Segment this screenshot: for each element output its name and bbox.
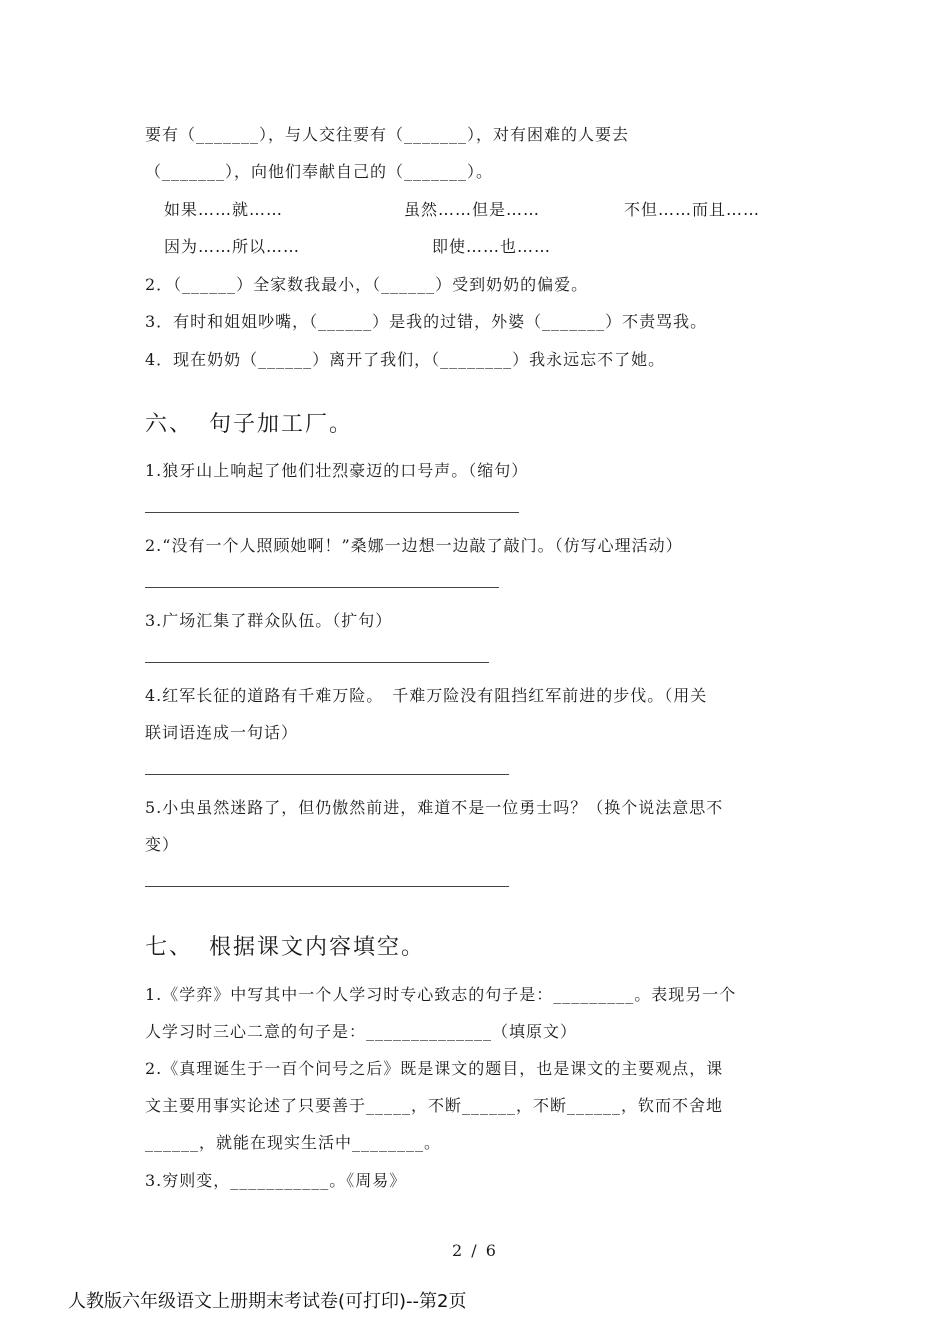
conjunction-option: 虽然……但是……	[404, 200, 541, 219]
answer-line[interactable]	[145, 512, 519, 513]
fill-item-2: 2．（______）全家数我最小，（______）受到奶奶的偏爱。	[145, 275, 589, 294]
conjunction-option: 如果……就……	[164, 200, 284, 219]
section-7-title: 根据课文内容填空。	[209, 935, 426, 960]
answer-line[interactable]	[145, 774, 509, 775]
page-number: 2 / 6	[452, 1241, 498, 1260]
answer-line[interactable]	[145, 886, 509, 887]
s7-question-3: 3.穷则变，___________。《周易》	[145, 1171, 407, 1190]
fill-item-4: 4．现在奶奶（______）离开了我们，（________）我永远忘不了她。	[145, 350, 666, 369]
section-7-number: 七、	[145, 935, 194, 960]
top-line-2: （_______），向他们奉献自己的（_______）。	[145, 162, 494, 181]
s6-question-1: 1.狼牙山上响起了他们壮烈豪迈的口号声。（缩句）	[145, 461, 529, 480]
s6-question-4-line-1: 4.红军长征的道路有千难万险。 千难万险没有阻挡红军前进的步伐。（用关	[145, 686, 708, 705]
section-6-heading	[145, 407, 353, 438]
s6-question-5-line-2: 变）	[145, 835, 180, 854]
s7-question-2-line-3: ______，就能在现实生活中________。	[145, 1133, 442, 1152]
fill-item-3: 3．有时和姐姐吵嘴，（______）是我的过错，外婆（_______）不责骂我。	[145, 312, 708, 331]
section-6-number: 六、	[145, 412, 194, 437]
conjunction-option: 即使……也……	[432, 237, 552, 256]
top-line-1: 要有（_______），与人交往要有（_______），对有困难的人要去	[145, 125, 630, 144]
conjunction-option: 不但……而且……	[624, 200, 761, 219]
s6-question-5-line-1: 5.小虫虽然迷路了，但仍傲然前进，难道不是一位勇士吗？（换个说法意思不	[145, 798, 724, 817]
s7-question-2-line-1: 2.《真理诞生于一百个问号之后》既是课文的题目，也是课文的主要观点，课	[145, 1059, 724, 1078]
section-6-title: 句子加工厂。	[209, 412, 354, 437]
s7-question-1-line-2: 人学习时三心二意的句子是：______________（填原文）	[145, 1022, 578, 1041]
conjunction-option: 因为……所以……	[164, 237, 301, 256]
s6-question-4-line-2: 联词语连成一句话）	[145, 723, 299, 742]
s6-question-2: 2.“没有一个人照顾她啊！”桑娜一边想一边敲了敲门。（仿写心理活动）	[145, 536, 683, 555]
s7-question-1-line-1: 1.《学弈》中写其中一个人学习时专心致志的句子是：_________。表现另一个	[145, 985, 737, 1004]
answer-line[interactable]	[145, 587, 499, 588]
s6-question-3: 3.广场汇集了群众队伍。（扩句）	[145, 611, 393, 630]
document-footer-title: 人教版六年级语文上册期末考试卷(可打印)--第2页	[68, 1291, 467, 1312]
answer-line[interactable]	[145, 662, 489, 663]
section-7-heading	[145, 930, 425, 961]
s7-question-2-line-2: 文主要用事实论述了只要善于_____，不断______，不断______，钦而不舍地	[145, 1096, 724, 1115]
